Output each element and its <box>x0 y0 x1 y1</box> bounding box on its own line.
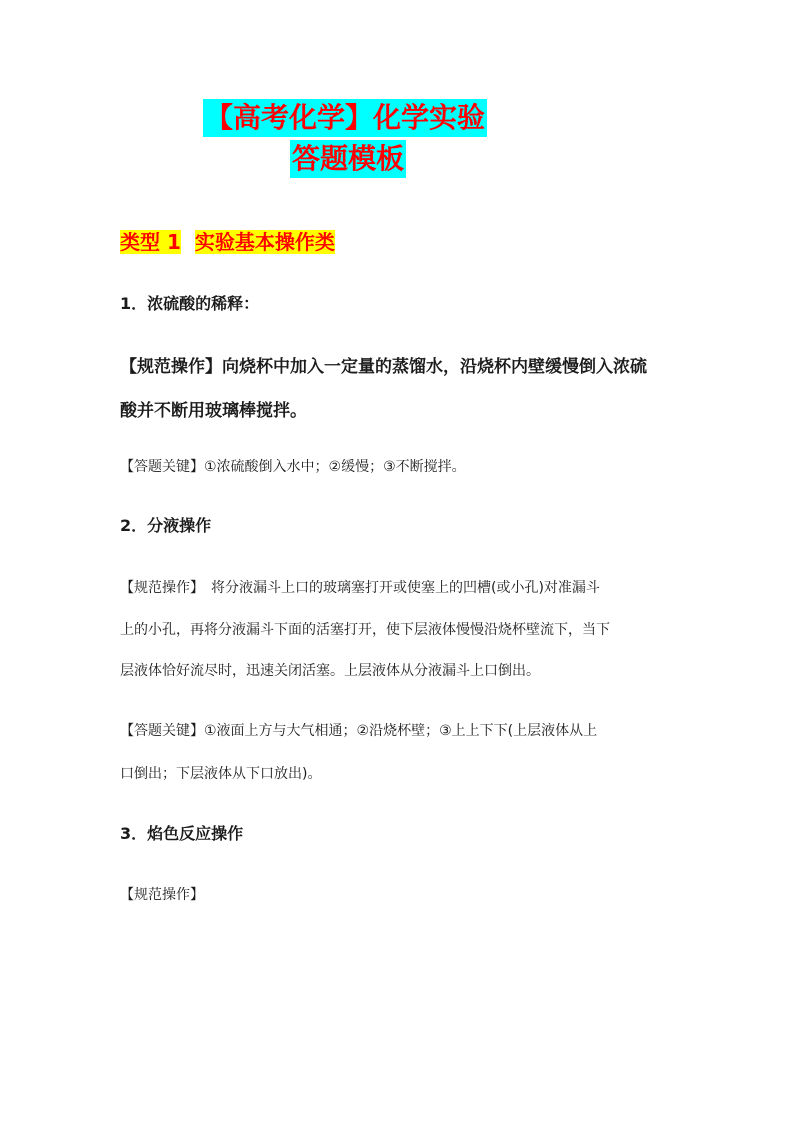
item-1-norm-line-2: 酸并不断用玻璃棒搅拌。 <box>120 401 307 421</box>
section-type-label: 类型 1 <box>120 230 181 254</box>
item-2-heading: 2．分液操作 <box>120 516 212 535</box>
section-heading <box>120 227 335 257</box>
item-2-key-line-2: 口倒出；下层液体从下口放出)。 <box>120 766 322 782</box>
item-2-norm-line-1: 【规范操作】 将分液漏斗上口的玻璃塞打开或使塞上的凹槽(或小孔)对准漏斗 <box>120 580 600 596</box>
item-1-heading: 1．浓硫酸的稀释： <box>120 294 260 313</box>
item-2-norm-line-2: 上的小孔，再将分液漏斗下面的活塞打开，使下层液体慢慢沿烧杯壁流下，当下 <box>120 622 610 638</box>
item-1-key: 【答题关键】①浓硫酸倒入水中；②缓慢；③不断搅拌。 <box>120 459 466 475</box>
item-2-key-line-1: 【答题关键】①液面上方与大气相通；②沿烧杯壁；③上上下下(上层液体从上 <box>120 723 598 739</box>
item-3-heading: 3．焰色反应操作 <box>120 824 244 843</box>
item-3-norm-label: 【规范操作】 <box>120 887 204 903</box>
document-title-line-1: 【高考化学】化学实验 <box>203 99 487 137</box>
document-title-line-2: 答题模板 <box>290 140 406 178</box>
item-1-norm-line-1: 【规范操作】向烧杯中加入一定量的蒸馏水，沿烧杯内壁缓慢倒入浓硫 <box>120 357 647 377</box>
section-type-name: 实验基本操作类 <box>194 230 335 254</box>
item-2-norm-line-3: 层液体恰好流尽时，迅速关闭活塞。上层液体从分液漏斗上口倒出。 <box>120 663 540 679</box>
